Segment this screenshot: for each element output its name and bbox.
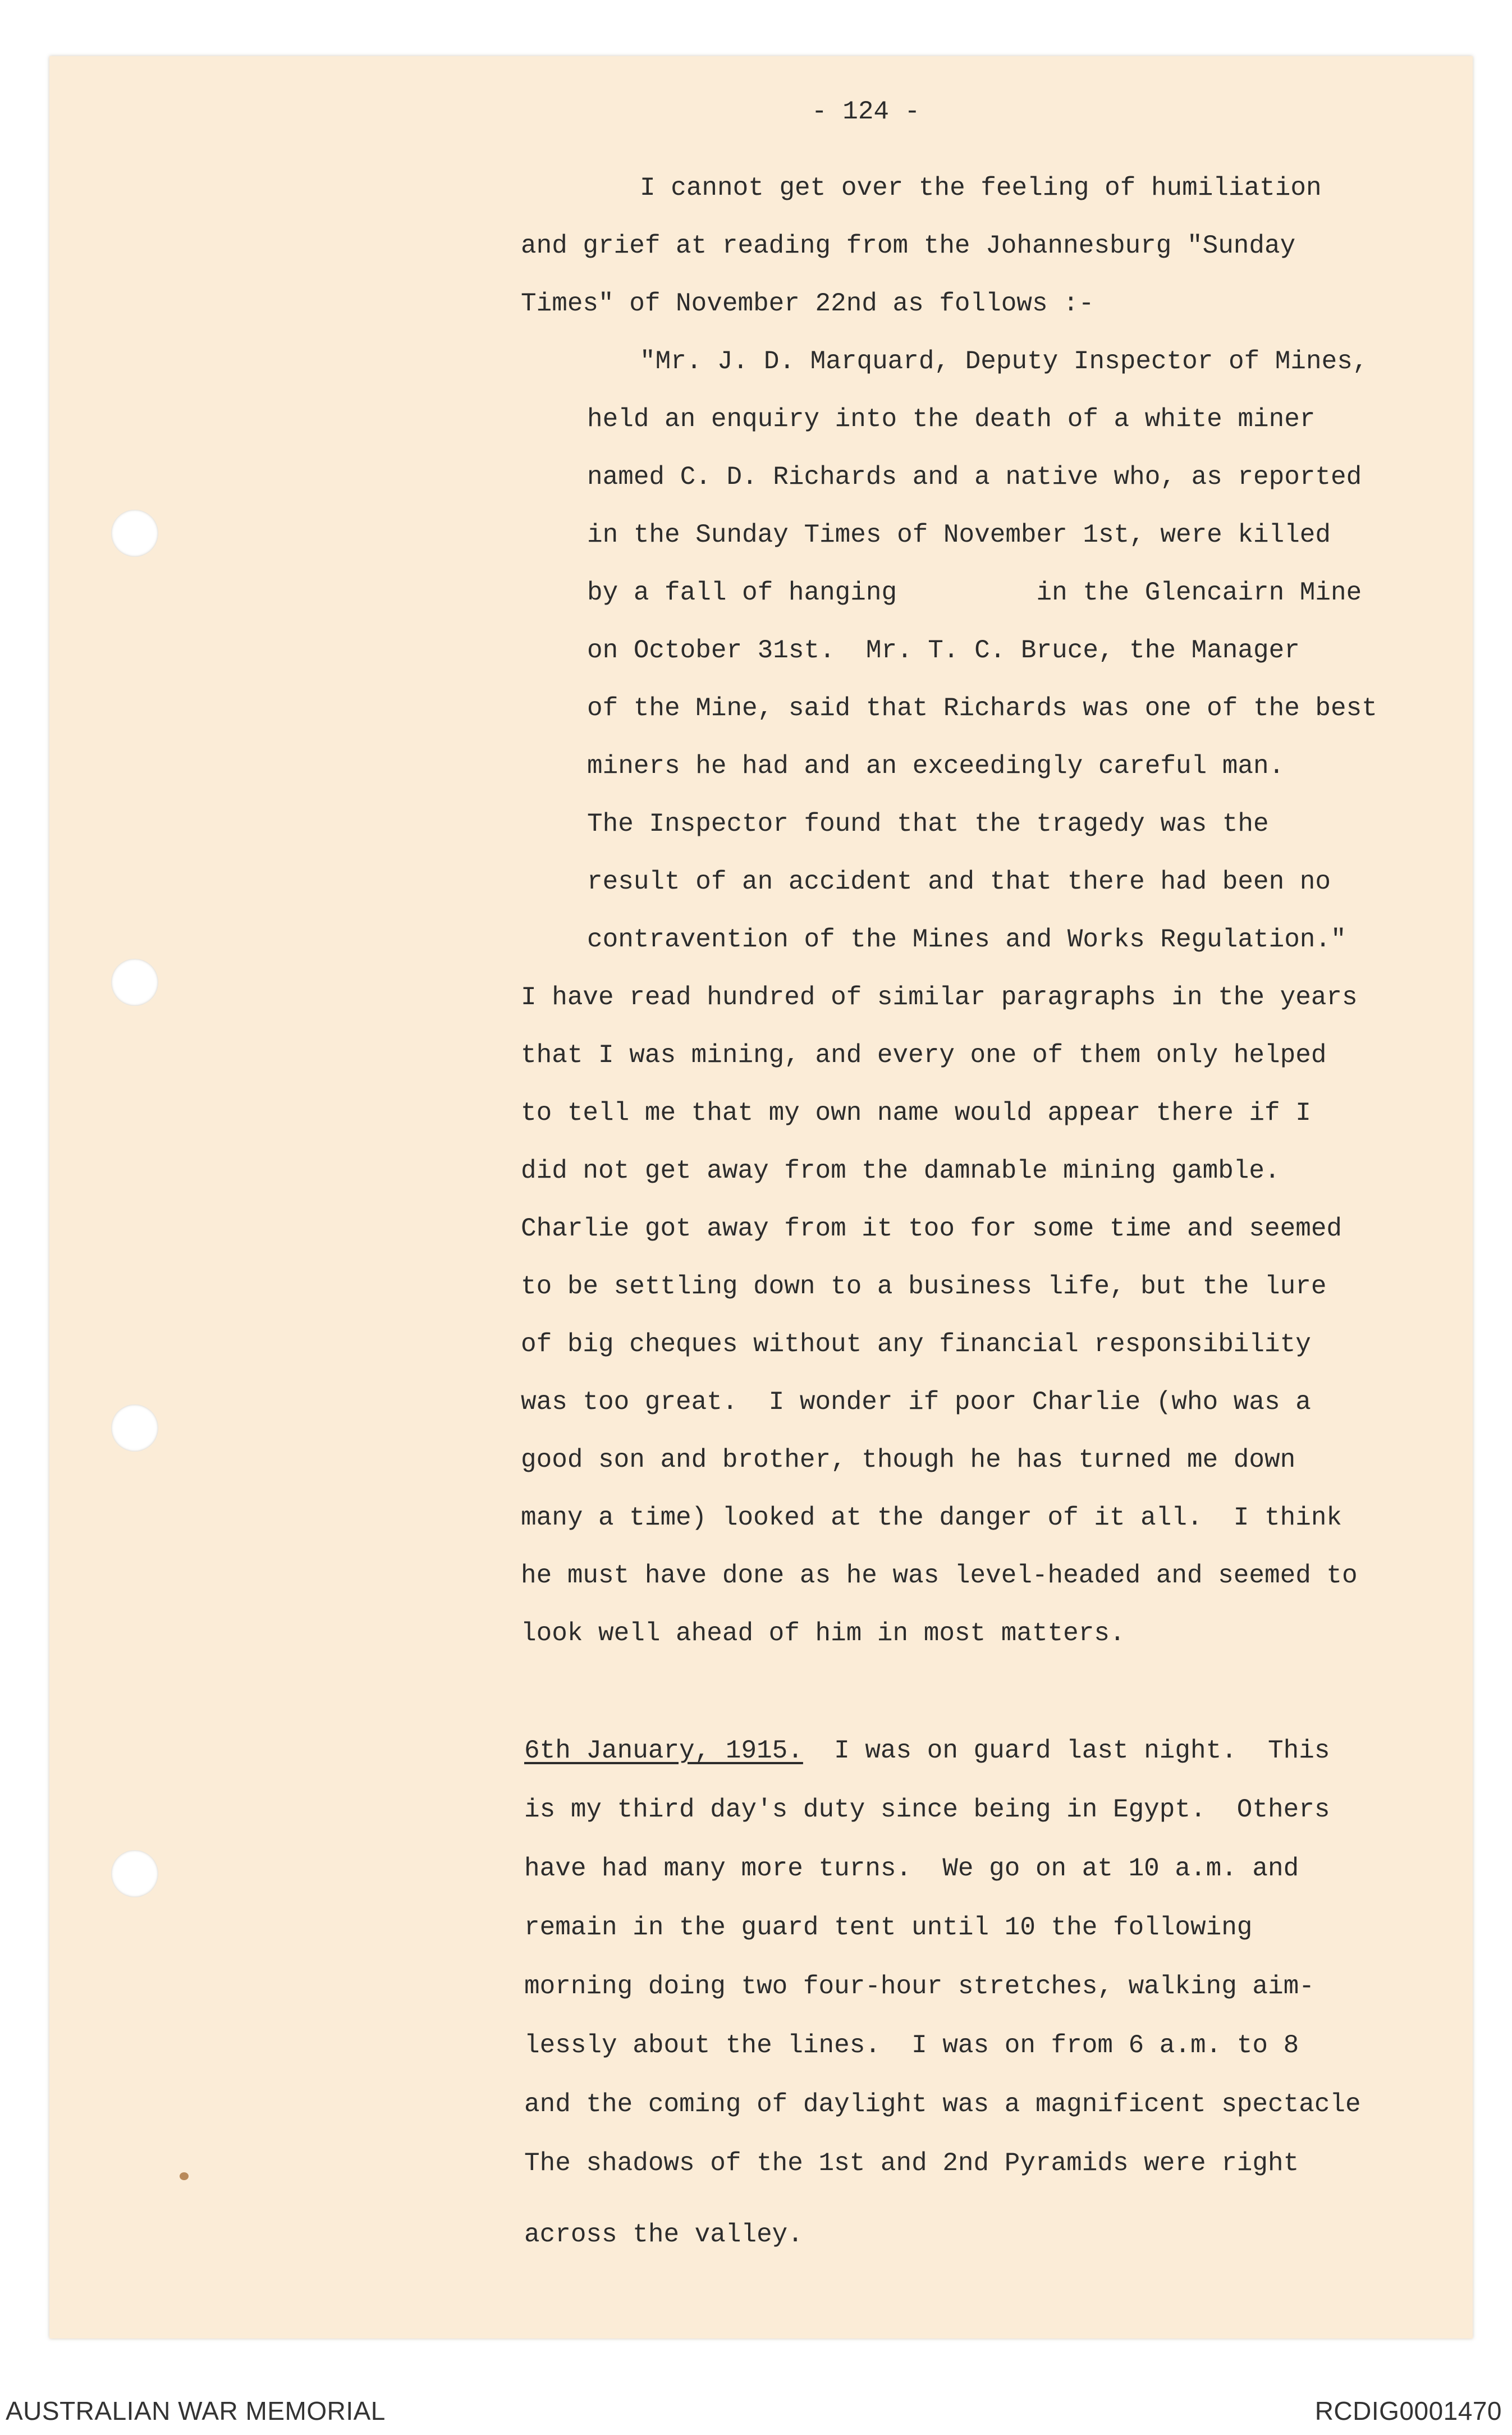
quote-line: named C. D. Richards and a native who, as reported	[587, 463, 1362, 492]
entry-line: remain in the guard tent until 10 the following	[524, 1913, 1253, 1942]
page-number: - 124 -	[812, 97, 920, 126]
quote-line: of the Mine, said that Richards was one of the best	[587, 694, 1377, 723]
quote-line: contravention of the Mines and Works Regulation."	[587, 925, 1346, 954]
paragraph-line: that I was mining, and every one of them only helped	[521, 1041, 1327, 1070]
punch-hole	[111, 1404, 158, 1452]
footer-institution: AUSTRALIAN WAR MEMORIAL	[6, 2396, 386, 2425]
quote-line: by a fall of hanging in the Glencairn Mine	[587, 578, 1362, 607]
punch-hole	[111, 1850, 158, 1897]
paper-speck	[180, 2172, 189, 2180]
paragraph-line: I cannot get over the feeling of humiliation	[640, 173, 1322, 203]
entry-date: 6th January, 1915.	[524, 1736, 803, 1765]
punch-hole	[111, 510, 158, 557]
quote-line: "Mr. J. D. Marquard, Deputy Inspector of Mines,	[640, 347, 1368, 376]
quote-line: in the Sunday Times of November 1st, were killed	[587, 520, 1331, 550]
quote-line: miners he had and an exceedingly careful man.	[587, 752, 1285, 781]
paragraph-line: and grief at reading from the Johannesburg "Sunday	[521, 231, 1296, 260]
paragraph-line: Times" of November 22nd as follows :-	[521, 289, 1094, 318]
quote-line: held an enquiry into the death of a white miner	[587, 405, 1316, 434]
paragraph-line: was too great. I wonder if poor Charlie (who was a	[521, 1388, 1311, 1417]
punch-hole	[111, 959, 158, 1006]
entry-line: lessly about the lines. I was on from 6 a.m. to 8	[524, 2031, 1299, 2060]
entry-first-line-text: I was on guard last night. This	[834, 1736, 1330, 1765]
paragraph-line: did not get away from the damnable mining gamble.	[521, 1156, 1280, 1186]
paragraph-line: I have read hundred of similar paragraphs in the years	[521, 983, 1358, 1012]
footer-record-id: RCDIG0001470	[1314, 2396, 1502, 2425]
entry-line: and the coming of daylight was a magnificent spectacle	[524, 2090, 1361, 2119]
paragraph-line: he must have done as he was level-headed and seemed to	[521, 1561, 1358, 1590]
paragraph-line: good son and brother, though he has turned me down	[521, 1445, 1296, 1475]
quote-line: result of an accident and that there had been no	[587, 867, 1331, 896]
entry-line: morning doing two four-hour stretches, walking aim-	[524, 1972, 1314, 2001]
entry-line: The shadows of the 1st and 2nd Pyramids were right	[524, 2149, 1299, 2178]
quote-line: The Inspector found that the tragedy was the	[587, 809, 1269, 839]
paragraph-line: to tell me that my own name would appear there if I	[521, 1099, 1311, 1128]
paragraph-line: many a time) looked at the danger of it all. I think	[521, 1503, 1343, 1532]
paragraph-line: Charlie got away from it too for some time and seemed	[521, 1214, 1343, 1243]
entry-line: have had many more turns. We go on at 10 a.m. and	[524, 1854, 1299, 1883]
paragraph-line: look well ahead of him in most matters.	[521, 1619, 1125, 1648]
entry-first-line	[524, 1738, 1330, 1764]
entry-line: across the valley.	[524, 2220, 803, 2249]
paragraph-line: of big cheques without any financial responsibility	[521, 1330, 1311, 1359]
quote-line: on October 31st. Mr. T. C. Bruce, the Manager	[587, 636, 1300, 665]
paragraph-line: to be settling down to a business life, but the lure	[521, 1272, 1327, 1301]
entry-line: is my third day's duty since being in Egypt. Others	[524, 1795, 1330, 1824]
